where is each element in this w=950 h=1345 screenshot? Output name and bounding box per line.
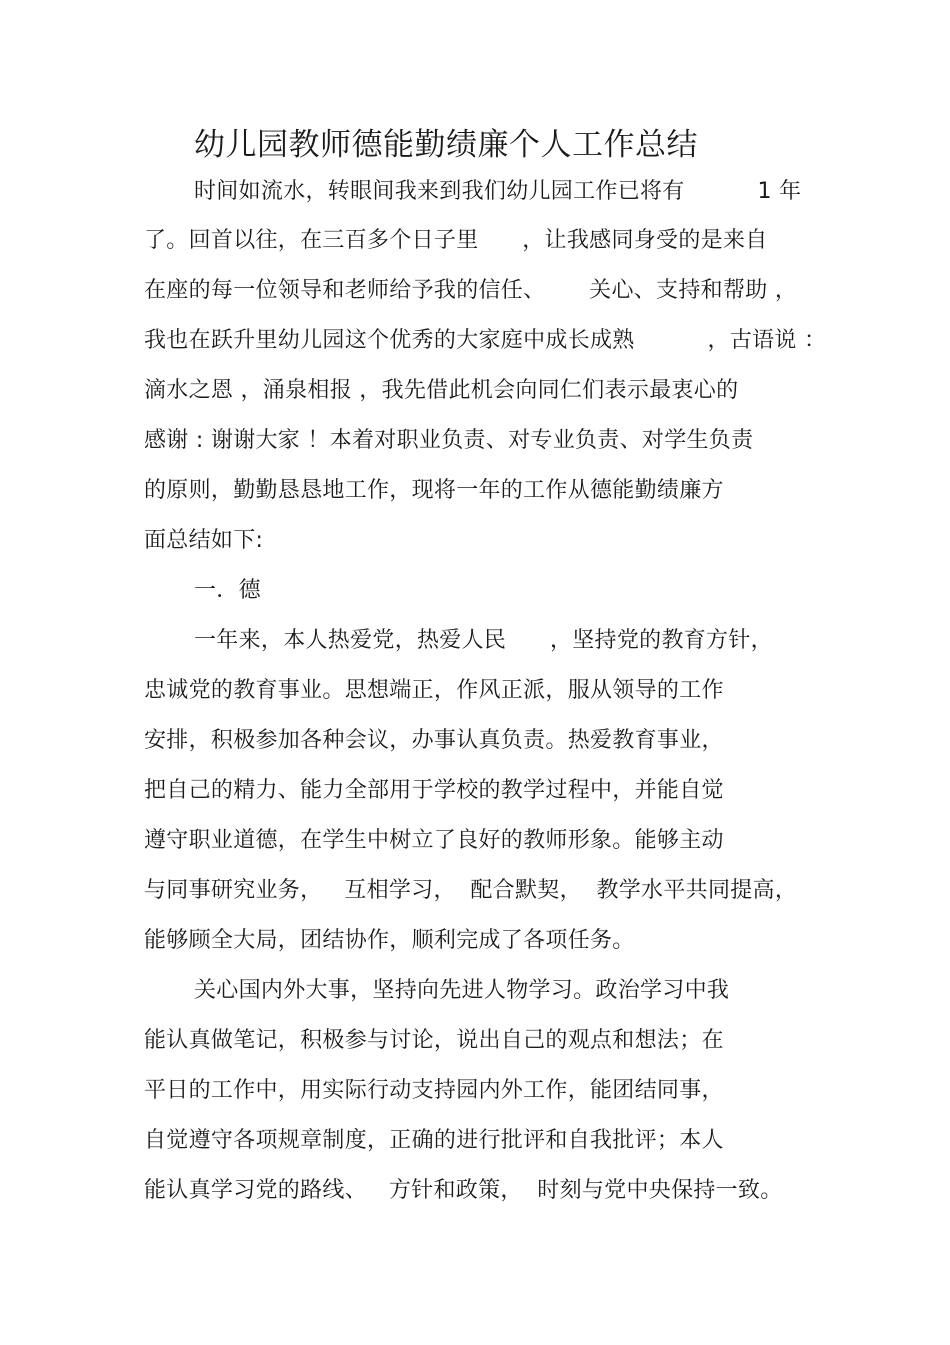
paragraph-line: 时间如流水，转眼间我来到我们幼儿园工作已将有 1 年 [194,179,802,204]
paragraph-line: 在座的每一位领导和老师给予我的信任、 关心、支持和帮助 ， [144,278,798,303]
section-heading: 一．德 [194,578,261,603]
paragraph-line: 能认真学习党的路线、 方针和政策， 时刻与党中央保持一致。 [144,1178,783,1203]
paragraph-line: 安排，积极参加各种会议，办事认真负责。热爱教育事业， [144,728,724,753]
paragraph-line: 关心国内外大事，坚持向先进人物学习。政治学习中我 [194,978,730,1003]
paragraph-line: 平日的工作中，用实际行动支持园内外工作，能团结同事， [144,1078,724,1103]
paragraph-line: 遵守职业道德，在学生中树立了良好的教师形象。能够主动 [144,828,724,853]
paragraph-line: 把自己的精力、能力全部用于学校的教学过程中，并能自觉 [144,778,724,803]
document-title: 幼儿园教师德能勤绩廉个人工作总结 [194,127,698,163]
paragraph-line: 了。回首以往，在三百多个日子里 ，让我感同身受的是来自 [144,228,768,253]
paragraph-line: 的原则，勤勤恳恳地工作，现将一年的工作从德能勤绩廉方 [144,478,724,503]
paragraph-line: 能认真做笔记，积极参与讨论，说出自己的观点和想法；在 [144,1028,724,1053]
paragraph-line: 自觉遵守各项规章制度，正确的进行批评和自我批评；本人 [144,1128,724,1153]
paragraph-line: 滴水之恩 ，涌泉相报 ，我先借此机会向同仁们表示最衷心的 [144,378,739,403]
paragraph-line: 感谢 : 谢谢大家 ！本着对职业负责、对专业负责、对学生负责 [144,428,754,453]
paragraph-line: 我也在跃升里幼儿园这个优秀的大家庭中成长成熟 ，古语说 ： [144,328,827,353]
paragraph-line: 与同事研究业务， 互相学习， 配合默契， 教学水平共同提高， [144,878,798,903]
paragraph-line: 忠诚党的教育事业。思想端正，作风正派，服从领导的工作 [144,678,724,703]
paragraph-line: 面总结如下: [144,528,264,553]
paragraph-line: 能够顾全大局，团结协作，顺利完成了各项任务。 [144,928,635,953]
paragraph-line: 一年来，本人热爱党，热爱人民 ，坚持党的教育方针， [194,628,773,653]
